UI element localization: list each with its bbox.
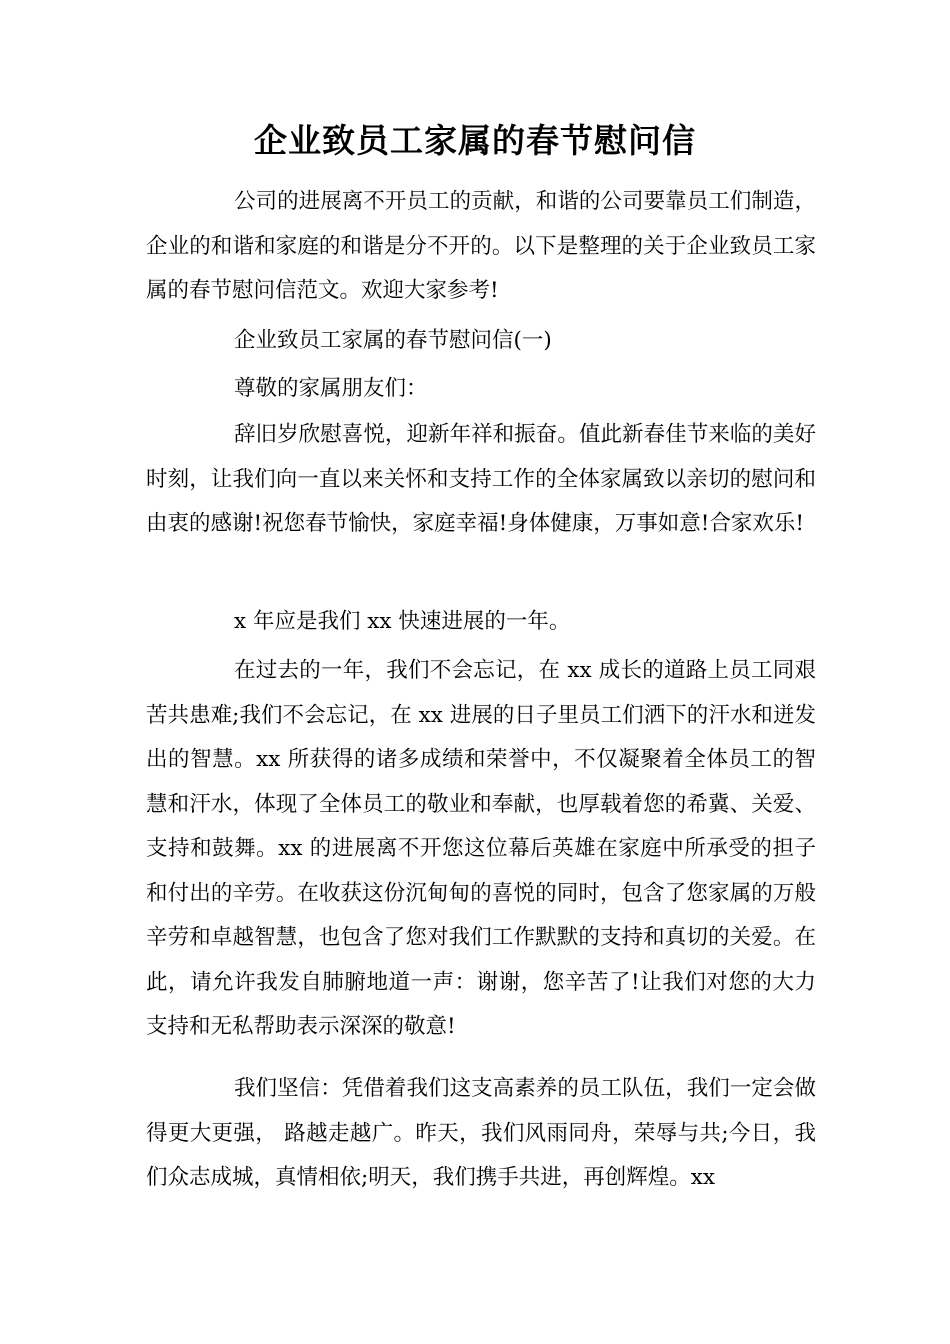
- paragraph-review: 在过去的一年，我们不会忘记，在 xx 成长的道路上员工同艰苦共患难;我们不会忘记，在 xx 进展的日子里员工们洒下的汗水和迸发出的智慧。xx 所获得的诸多成绩和荣誉中，不仅凝聚着全体员工的智慧和汗水，体现了全体员工的敬业和奉献，也厚载着您的希冀、关爱、支持和鼓舞。xx 的进展离不开您这位幕后英雄在家庭中所承受的担子和付出的辛劳。在收获这份沉甸甸的喜悦的同时，包含了您家属的万般辛劳和卓越智慧，也包含了您对我们工作默默的支持和真切的关爱。在此，请允许我发自肺腑地道一声：谢谢，您辛苦了!让我们对您的大力支持和无私帮助表示深深的敬意!: [146, 658, 816, 1039]
- paragraph-letter-heading: 企业致员工家属的春节慰问信(一): [234, 328, 552, 353]
- paragraph-salutation: 尊敬的家属朋友们：: [234, 376, 428, 401]
- document-title: 企业致员工家属的春节慰问信: [254, 121, 696, 160]
- paragraph-year: x 年应是我们 xx 快速进展的一年。: [234, 609, 571, 634]
- paragraph-greeting: 辞旧岁欣慰喜悦，迎新年祥和振奋。值此新春佳节来临的美好时刻，让我们向一直以来关怀和支持工作的全体家属致以亲切的慰问和由衷的感谢!祝您春节愉快，家庭幸福!身体健康，万事如意!合家欢乐!: [146, 422, 816, 536]
- paragraph-intro: 公司的进展离不开员工的贡献，和谐的公司要靠员工们制造，企业的和谐和家庭的和谐是分不开的。以下是整理的关于企业致员工家属的春节慰问信范文。欢迎大家参考!: [146, 189, 816, 303]
- paragraph-belief: 我们坚信：凭借着我们这支高素养的员工队伍，我们一定会做得更大更强， 路越走越广。昨天，我们风雨同舟，荣辱与共;今日，我们众志成城，真情相依;明天，我们携手共进，再创辉煌。xx: [146, 1076, 816, 1190]
